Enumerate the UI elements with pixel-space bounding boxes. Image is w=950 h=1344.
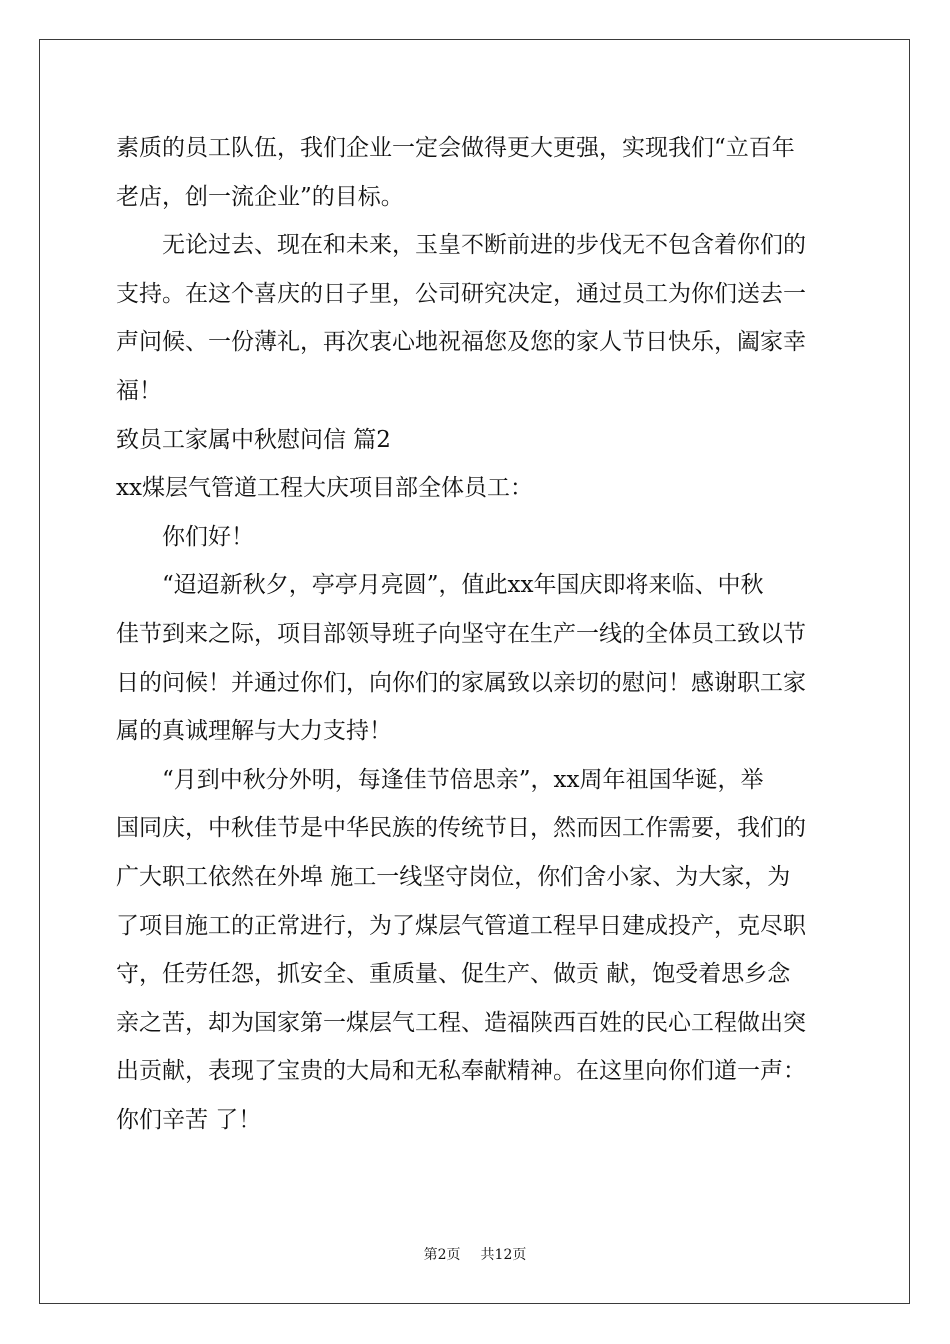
section-heading: 致员工家属中秋慰问信 篇2	[116, 426, 391, 453]
text-line: 老店，创一流企业”的目标。	[116, 183, 404, 210]
text-line: 支持。在这个喜庆的日子里，公司研究决定，通过员工为你们送去一	[116, 280, 806, 307]
text-line: 素质的员工队伍，我们企业一定会做得更大更强，实现我们“立百年	[116, 135, 795, 161]
text-line: 福！	[116, 377, 162, 404]
text-line: 日的问候！并通过你们，向你们的家属致以亲切的慰问！感谢职工家	[116, 669, 806, 696]
salutation-recipient: xx煤层气管道工程大庆项目部全体员工：	[116, 475, 533, 502]
greeting: 你们好！	[162, 523, 254, 550]
text-line: 声问候、一份薄礼，再次衷心地祝福您及您的家人节日快乐，阖家幸	[116, 329, 806, 356]
text-line: 亲之苦，却为国家第一煤层气工程、造福陕西百姓的民心工程做出突	[116, 1009, 806, 1036]
page-total: 共12页	[480, 1247, 527, 1263]
text-line: “月到中秋分外明，每逢佳节倍思亲”，xx周年祖国华诞，举	[162, 766, 764, 793]
text-line: 无论过去、现在和未来，玉皇不断前进的步伐无不包含着你们的	[162, 232, 806, 259]
text-line: “迢迢新秋夕，亭亭月亮圆”，值此xx年国庆即将来临、中秋	[162, 572, 764, 599]
text-line: 广大职工依然在外埠 施工一线坚守岗位，你们舍小家、为大家，为	[116, 863, 791, 890]
text-line: 你们辛苦 了！	[116, 1106, 262, 1133]
document-body	[116, 124, 836, 1144]
text-line: 守，任劳任怨，抓安全、重质量、促生产、做贡 献，饱受着思乡念	[116, 961, 791, 988]
text-line: 属的真诚理解与大力支持！	[116, 718, 392, 745]
text-line: 了项目施工的正常进行，为了煤层气管道工程早日建成投产，克尽职	[116, 912, 806, 939]
text-line: 出贡献，表现了宝贵的大局和无私奉献精神。在这里向你们道一声：	[116, 1058, 806, 1085]
page-number: 第2页	[423, 1247, 461, 1263]
page-footer	[0, 1244, 950, 1264]
text-line: 佳节到来之际，项目部领导班子向坚守在生产一线的全体员工致以节	[116, 620, 806, 647]
text-line: 国同庆，中秋佳节是中华民族的传统节日，然而因工作需要，我们的	[116, 815, 806, 842]
